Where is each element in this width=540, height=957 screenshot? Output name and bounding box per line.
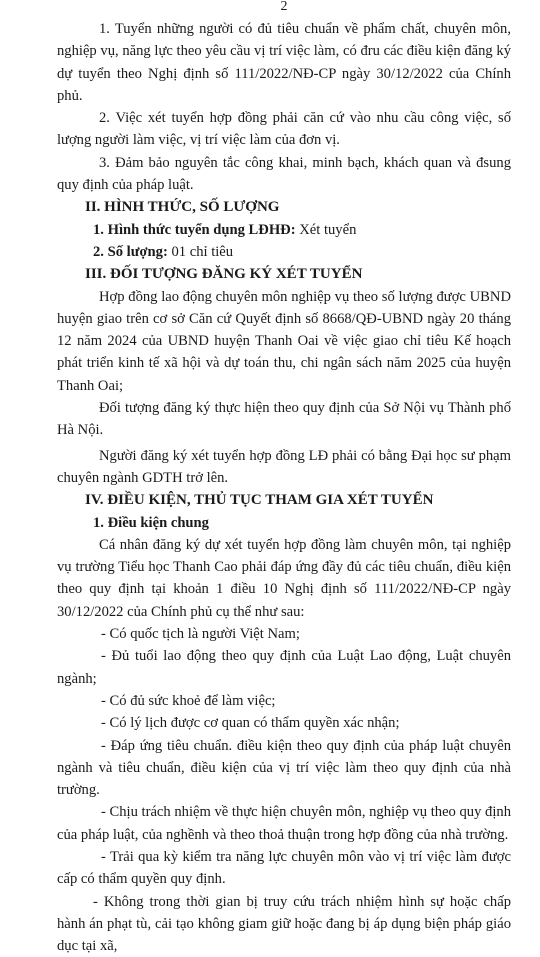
paragraph: 3. Đảm bảo nguyên tắc công khai, minh bạch, khách quan và đsung quy định của pháp luật. <box>57 154 511 194</box>
labeled-item <box>57 241 511 263</box>
list-item: - Đủ tuổi lao động theo quy định của Luật Lao động, Luật chuyên ngành; <box>57 648 511 687</box>
list-item: - Có quốc tịch là người Việt Nam; <box>101 626 300 643</box>
item-label: 2. Số lượng: <box>93 243 168 260</box>
paragraph: Hợp đồng lao động chuyên môn nghiệp vụ theo số lượng được UBND huyện giao trên cơ sở Căn cứ Quyết định số 8668/QĐ-UBND ngày 20 tháng 12 năm 2024 của UBND huyện Thanh Oai về việc giao chỉ tiêu Kế hoạch phát triển kinh tế xã hội và dự toán thu, chi ngân sách năm 2025 của huyện Thanh Oai; <box>57 288 511 394</box>
list-item: - Không trong thời gian bị truy cứu trách nhiệm hình sự hoặc chấp hành án phạt tù, cải tạo không giam giữ hoặc đang bị áp dụng biện pháp giáo dục tại xã, <box>57 893 511 955</box>
item-value: Xét tuyển <box>295 221 357 238</box>
list-item: - Có lý lịch được cơ quan có thẩm quyền xác nhận; <box>101 715 400 732</box>
list-item: - Chịu trách nhiệm về thực hiện chuyên môn, nghiệp vụ theo quy định của pháp luật, của nghềnh và theo thoả thuận trong hợp đồng của nhà trường. <box>57 804 511 843</box>
document-body <box>57 18 511 957</box>
sub-heading-text: 1. Điều kiện chung <box>93 514 209 531</box>
paragraph: 2. Việc xét tuyển hợp đồng phải căn cứ vào nhu cầu công việc, số lượng người làm việc, vị trí việc làm của đơn vị. <box>57 110 511 149</box>
list-item: - Đáp ứng tiêu chuẩn. điều kiện theo quy định của pháp luật chuyên ngành và tiêu chuẩn, điều kiện của vị trí việc làm theo quy định của nhà trường. <box>57 737 511 799</box>
item-label: 1. Hình thức tuyển dụng LĐHĐ: <box>93 221 296 238</box>
sub-heading <box>57 512 511 534</box>
list-item: - Trải qua kỳ kiểm tra năng lực chuyên môn vào vị trí việc làm được cấp có thẩm quyền quy định. <box>57 848 511 888</box>
page-number: 2 <box>280 0 288 14</box>
paragraph: Đối tượng đăng ký thực hiện theo quy định của Sở Nội vụ Thành phố Hà Nội. <box>57 400 511 439</box>
item-value: 01 chỉ tiêu <box>167 243 234 260</box>
paragraph: 1. Tuyển những người có đủ tiêu chuẩn về phẩm chất, chuyên môn, nghiệp vụ, năng lực theo yêu cầu vị trí việc làm, có đru các điều kiện đăng ký dự tuyển theo Nghị định số 111/2022/NĐ-CP ngày 30/12/2022 của Chính phủ. <box>57 21 511 104</box>
section-heading: III. ĐỐI TƯỢNG ĐĂNG KÝ XÉT TUYỂN <box>85 266 363 283</box>
list-item: - Có đủ sức khoẻ để làm việc; <box>101 692 276 709</box>
paragraph: Cá nhân đăng ký dự xét tuyển hợp đồng làm chuyên môn, tại nghiệp vụ trường Tiểu học Thanh Cao phải đáp ứng đầy đủ các tiêu chuẩn, điều kiện theo quy định tại khoản 1 điều 10 Nghị định số 111/2022/NĐ-CP ngày 30/12/2022 của Chính phủ cụ thể như sau: <box>57 536 511 620</box>
paragraph: Người đăng ký xét tuyển hợp đồng LĐ phải có bằng Đại học sư phạm chuyên ngành GDTH trở lên. <box>57 447 511 486</box>
labeled-item <box>57 219 511 241</box>
section-heading: IV. ĐIỀU KIỆN, THỦ TỤC THAM GIA XÉT TUYỂN <box>85 492 434 509</box>
document-page <box>57 0 511 957</box>
section-heading: II. HÌNH THỨC, SỐ LƯỢNG <box>85 199 280 216</box>
